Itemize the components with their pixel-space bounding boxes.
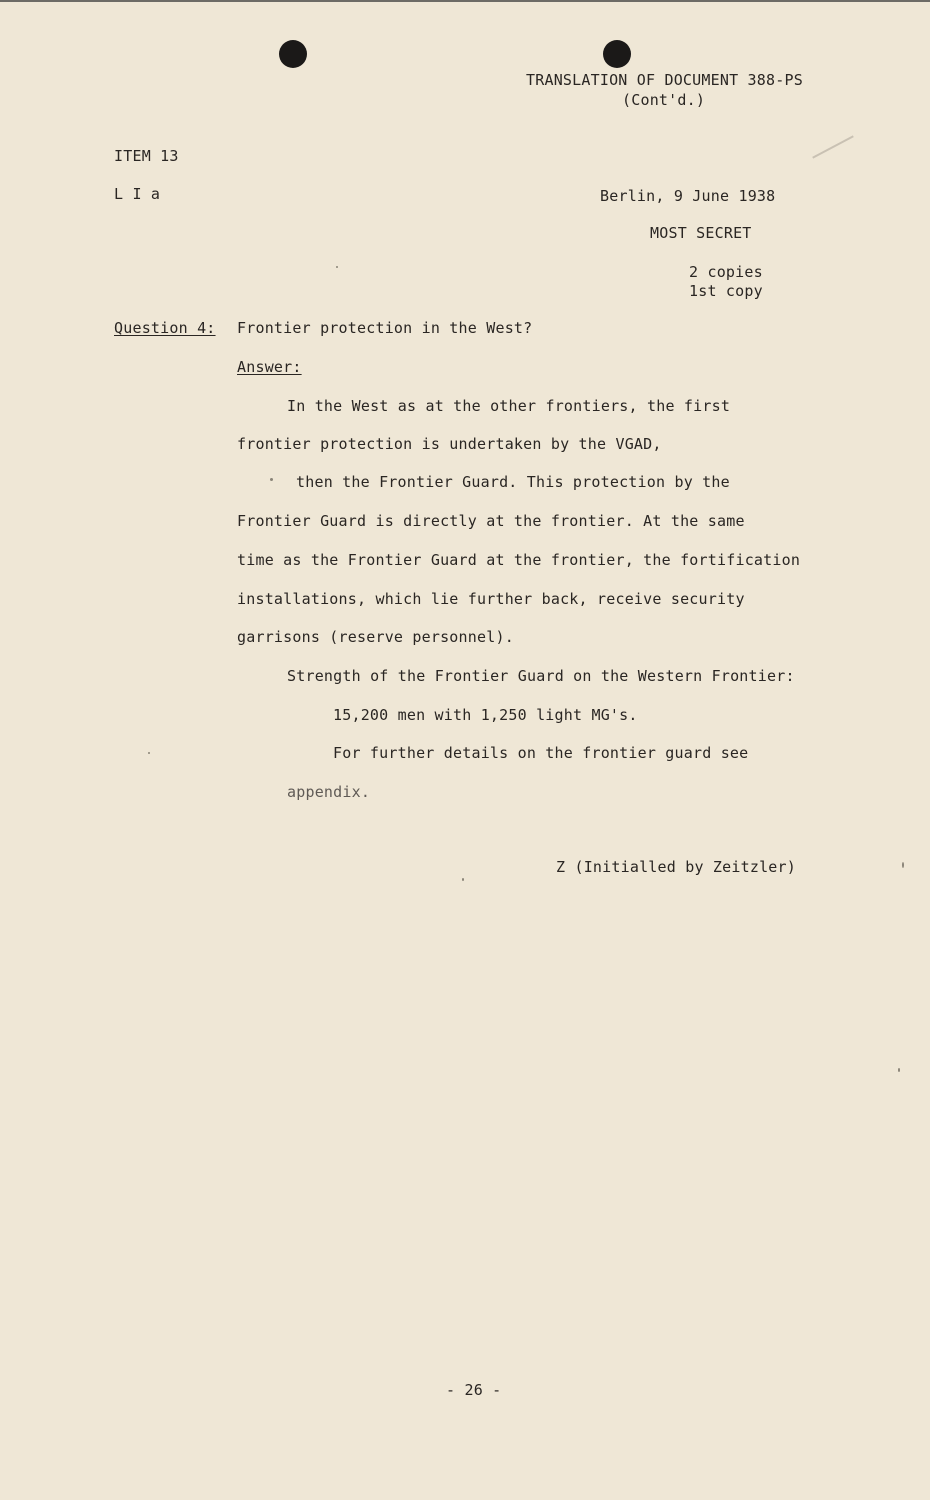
- answer-line: Frontier Guard is directly at the frontier. At the same: [237, 512, 745, 530]
- place-date: Berlin, 9 June 1938: [600, 187, 776, 205]
- answer-line: installations, which lie further back, receive security: [237, 590, 745, 608]
- answer-line: Strength of the Frontier Guard on the Western Frontier:: [287, 667, 795, 685]
- document-title: TRANSLATION OF DOCUMENT 388-PS: [526, 71, 803, 89]
- answer-label: Answer:: [237, 358, 302, 376]
- answer-line: then the Frontier Guard. This protection by the: [296, 473, 730, 491]
- paper-speck: [898, 1068, 900, 1072]
- paper-speck: [148, 752, 150, 754]
- answer-line: time as the Frontier Guard at the frontier, the fortification: [237, 551, 801, 569]
- classification: MOST SECRET: [650, 224, 752, 242]
- answer-line: frontier protection is undertaken by the VGAD,: [237, 435, 662, 453]
- paper-speck: [462, 878, 464, 881]
- top-edge-line: [0, 0, 930, 2]
- pencil-mark: [812, 135, 854, 158]
- copy-number: 1st copy: [689, 282, 763, 300]
- answer-line: In the West as at the other frontiers, the first: [287, 397, 731, 415]
- answer-line: For further details on the frontier guard see: [333, 744, 749, 762]
- document-subtitle: (Cont'd.): [622, 91, 706, 109]
- item-number: ITEM 13: [114, 147, 179, 165]
- page-number: - 26 -: [446, 1381, 502, 1399]
- initials: Z (Initialled by Zeitzler): [556, 858, 796, 876]
- paper-speck: [902, 862, 904, 868]
- reference-code: L I a: [114, 185, 161, 203]
- question-label: Question 4:: [114, 319, 216, 337]
- paper-speck: [336, 266, 338, 268]
- question-text: Frontier protection in the West?: [237, 319, 533, 337]
- punch-hole-right: [603, 40, 631, 68]
- copies-count: 2 copies: [689, 263, 763, 281]
- answer-line: 15,200 men with 1,250 light MG's.: [333, 706, 638, 724]
- punch-hole-left: [279, 40, 307, 68]
- answer-line: appendix.: [287, 783, 371, 801]
- answer-line: garrisons (reserve personnel).: [237, 628, 514, 646]
- paper-speck: [270, 478, 273, 481]
